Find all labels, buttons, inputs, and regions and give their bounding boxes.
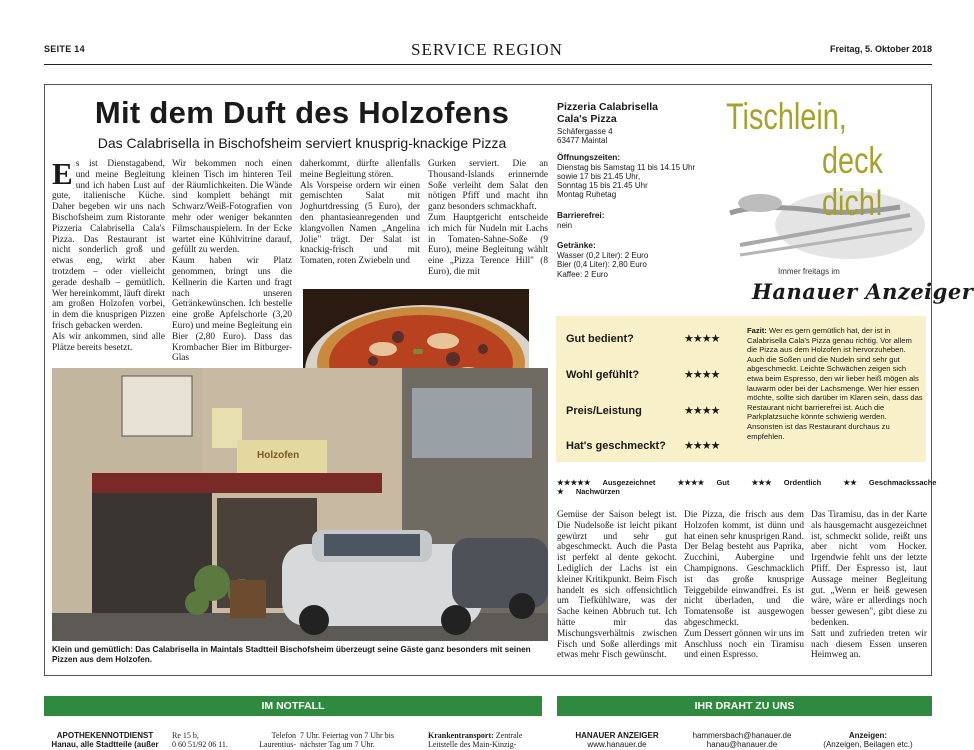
legend-item: [677, 478, 739, 487]
barrier-value: nein: [557, 220, 573, 230]
verdict-text: [747, 326, 923, 441]
legend-stars: ★: [557, 487, 564, 496]
shop-sign: Holzofen: [257, 450, 300, 461]
legend-label: Nachwürzen: [575, 487, 621, 496]
footer-text: Hanau, alle Stadtteile (außer: [51, 740, 159, 749]
legend-item: [751, 478, 831, 487]
drink-price: Bier (0,4 Liter): 2,80 Euro: [557, 260, 647, 270]
legend-stars: ★★★★★: [557, 478, 591, 487]
photo-caption: Klein und gemütlich: Das Calabrisella in Maintals Stadtteil Bischofsheim überzeugt seine Gäste ganz besonders mit seinen Pizzen aus dem Holzofen.: [52, 645, 531, 664]
rating-legend: [557, 478, 974, 496]
hours-line: Dienstag bis Samstag 11 bis 14.15 Uhr: [557, 162, 696, 172]
section-title: SERVICE REGION: [411, 40, 563, 59]
verdict-label: Fazit:: [747, 326, 767, 335]
rating-stars: ★★★★: [684, 405, 720, 417]
article-column-1: [52, 159, 165, 365]
contact-bar: IHR DRAHT ZU UNS: [557, 696, 932, 716]
hours-label: Öffnungszeiten:: [557, 151, 621, 162]
footer-text: (Anzeigen, Beilagen etc.): [823, 740, 913, 749]
footer-block: [562, 731, 672, 749]
article-column-6: Die Pizza, die frisch aus dem Holzofen kommt, ist dünn und hat einen sehr knusprigen Rand. Der Belag besteht aus Paprika, Zucchini, Aubergine und Champignons. Geschmacklich ist das große knusprige Teiggebilde einwandfrei. Es ist nicht überladen, und die Tomatensoße ist ausgewogen abgeschmeckt. Zum Dessert gönnen wir uns im Anschluss noch ein Tiramisu und einen Espresso.: [684, 510, 804, 661]
restaurant-info: [557, 101, 695, 279]
barrier-label: Barrierefrei:: [557, 209, 605, 220]
article-column-7: Das Tiramisu, das in der Karte als hausgemacht ausgezeichnet ist, schmeckt solide, reißt uns aber nicht vom Hocker. Irgendwie fehlt uns der letzte Pfiff. Der Espresso ist, laut Aussage meiner Begleitung gut. „Wenn er heiß gewesen wäre, wäre er allerdings noch besser gewesen", gibt diese zu bedenken. Satt und zufrieden treten wir nach diesem Essen unseren Heimweg an.: [811, 510, 927, 661]
footer-text: 0 60 51/92 06 11.: [172, 740, 228, 749]
restaurant-name: Pizzeria Calabrisella: [557, 101, 658, 113]
article-title: Mit dem Duft des Holzofens: [94, 95, 510, 130]
footer-link[interactable]: www.hanauer.de: [587, 740, 647, 749]
rating-question: Preis/Leistung: [566, 405, 642, 417]
legend-label: Ausgezeichnet: [602, 478, 656, 487]
footer-text: nächster Tag um 7 Uhr.: [300, 740, 375, 749]
restaurant-name-2: Cala's Pizza: [557, 113, 617, 125]
footer-text: Zentrale: [495, 731, 523, 740]
page-number: SEITE 14: [44, 44, 85, 54]
footer-block: [246, 731, 296, 749]
dropcap: E: [52, 159, 73, 191]
article-subtitle: Das Calabrisella in Bischofsheim serviert knusprig-knackige Pizza: [97, 135, 507, 151]
footer-block: [428, 731, 548, 749]
article-column-2: Wir bekommen noch einen kleinen Tisch im hinteren Teil der Räumlichkeiten. Die Wände sind komplett behängt mit Schwarz/Weiß-Fotografien von mehr oder weniger bekannten Filmschauspielern. In der Ecke wartet eine Kühlvitrine darauf, gefüllt zu werden. Kaum haben wir Platz genommen, bringt uns die Kellnerin die Karten und fragt nach unseren Getränkewünschen. Ich bestelle eine große Apfelschorle (3,20 Euro) und meine Begleitung ein Bier (2,80 Euro). Dass das Krombacher Bier im Bitburger-Glas: [172, 159, 292, 364]
restaurant-photo: [52, 368, 548, 641]
hours-line: sowie 17 bis 21.45 Uhr,: [557, 171, 641, 181]
legend-item: [843, 478, 946, 487]
column-1-text: s ist Dienstagabend, und meine Begleitung und ich haben Lust auf gute, italienische Küche. Daher begeben wir uns nach Bischofsheim zum Ristorante Pizzeria Calabrisella Cala's Pizza. Das Restaurant ist nicht sonderlich groß und etwas eng, wirkt aber trotzdem – oder vielleicht gerade deshalb – gemütlich. Wer hereinkommt, läuft direkt am großen Holzofen vorbei, in dem die knusprigen Pizzen frisch gebacken werden. Als wir ankommen, sind alle Plätze bereits besetzt.: [52, 159, 165, 353]
footer-text: Krankentransport:: [428, 731, 494, 740]
legend-stars: ★★: [843, 478, 857, 487]
rating-stars: ★★★★: [684, 440, 720, 452]
emergency-bar: IM NOTFALL: [44, 696, 542, 716]
legend-label: Geschmackssache: [868, 478, 937, 487]
footer-block: [810, 731, 926, 749]
hanauer-logo: Hanauer Anzeiger: [752, 279, 974, 304]
legend-label: Gut: [716, 478, 730, 487]
footer-block: [46, 731, 164, 749]
article-column-5: Gemüse der Saison belegt ist. Die Nudelsoße ist leicht pikant gewürzt und sehr gut abgeschmeckt. Auch die Pasta ist perfekt al dente gekocht. Lediglich der Lachs ist ein kleiner Kritikpunkt. Beim Fisch handelt es sich offensichtlich um Tiefkühlware, was der Sache keinen Abbruch tut. Ich hätte mir das Mischungsverhältnis zwischen Fisch und Soße allerdings mit etwas mehr Fisch gewünscht.: [557, 510, 677, 661]
legend-item: [557, 487, 630, 496]
legend-stars: ★★★: [751, 478, 772, 487]
footer-text: APOTHEKENNOTDIENST: [56, 731, 154, 740]
footer-text: 7 Uhr. Feiertag von 7 Uhr bis: [300, 731, 394, 740]
drink-price: Kaffee: 2 Euro: [557, 269, 608, 279]
legend-item: [557, 478, 665, 487]
article-column-3: daherkommt, dürfte allenfalls meine Begleitung stören. Als Vorspeise ordern wir einen gemischten Salat mit Joghurtdressing (5 Euro), der den phantasieanregenden und klangvollen Namen „Angelina Jolie" trägt. Der Salat ist knackig-frisch und mit Tomaten, roten Zwiebeln und: [300, 159, 420, 267]
address-street: Schäfergasse 4: [557, 127, 613, 136]
issue-date: Freitag, 5. Oktober 2018: [829, 44, 932, 54]
hours-line: Sonntag 15 bis 21.45 Uhr: [557, 181, 648, 191]
footer-block: [300, 731, 424, 749]
address-city: 63477 Maintal: [557, 136, 608, 146]
footer-text: Re 15 b,: [172, 731, 199, 740]
footer-block: [172, 731, 242, 749]
footer-text: HANAUER ANZEIGER: [575, 731, 659, 740]
rating-question: Hat's geschmeckt?: [566, 440, 666, 452]
promo-small: Immer freitags im: [778, 267, 840, 276]
legend-stars: ★★★★: [677, 478, 705, 487]
verdict-body: Wer es gern gemütlich hat, der ist in Calabrisella Cala's Pizza genau richtig. Vor allem die Pizza aus dem Holzofen ist hervorzuheben. Auch die Soßen und die Nudeln sind sehr gut abgeschmeckt. Leichte Schwächen zeigen sich etwa beim Espresso, den wir lieber heiß mögen als lauwarm oder bei der Lachsmenge. Wer hier essen möchte, sollte sich darüber im Klaren sein, dass das Restaurant nicht barrierefrei ist. Auch die Parkplatzsuche könnte schwierig werden. Ansonsten ist das Restaurant durchaus zu empfehlen.: [747, 326, 923, 441]
footer-link[interactable]: hanau@hanauer.de: [706, 740, 778, 749]
drink-price: Wasser (0,2 Liter): 2 Euro: [557, 251, 649, 261]
footer-text: Telefon: [271, 731, 296, 740]
promo-line-2: deck dich!: [822, 140, 883, 223]
hours-line: Montag Ruhetag: [557, 190, 617, 200]
rating-stars: ★★★★: [684, 333, 720, 345]
footer-text: Anzeigen:: [848, 731, 888, 740]
promo-line-1: Tischlein,: [726, 96, 847, 137]
drinks-label: Getränke:: [557, 240, 596, 251]
footer-text: Laurentius-: [259, 740, 296, 749]
rating-question: Wohl gefühlt?: [566, 369, 640, 381]
legend-label: Ordentlich: [783, 478, 822, 487]
rating-stars: ★★★★: [684, 369, 720, 381]
header-rule: [44, 64, 932, 65]
rating-question: Gut bedient?: [566, 333, 634, 345]
footer-text: Leitstelle des Main-Kinzig-: [428, 740, 517, 749]
article-column-4: Gurken serviert. Die an Thousand-Islands erinnernde Soße verleiht dem Salat den nötigen Pfiff und macht ihn ganz besonders schmackhaft. Zum Hauptgericht entscheide ich mich für Nudeln mit Lachs in Tomaten-Sahne-Soße (9 Euro), meine Begleitung wählt eine „Pizza Terence Hill" (8 Euro), die mit: [428, 159, 548, 277]
footer-block: [680, 731, 804, 749]
footer-link[interactable]: hammersbach@hanauer.de: [692, 731, 792, 740]
